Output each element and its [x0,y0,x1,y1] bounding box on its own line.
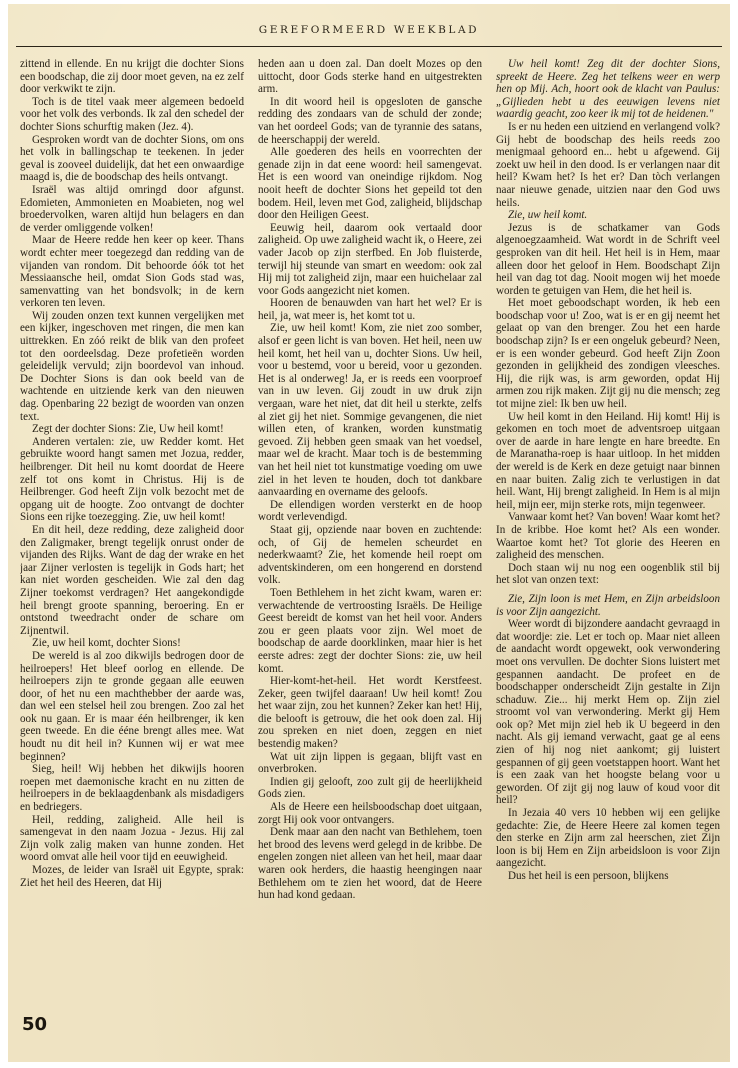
paragraph: Indien gij gelooft, zoo zult gij de heerlijkheid Gods zien. [258,775,482,801]
paragraph: Israël was altijd omringd door afgunst. Edomieten, Ammonieten en Moabieten, nog wel broedervolken, waren altijd hun belagers en dan de verder omliggende volken! [20,183,244,234]
paragraph: Toen Bethlehem in het zicht kwam, waren er: verwachtende de vertroosting Israëls. De Heilige Geest bereidt de komst van het heil voor. Anders zou er geen plaats voor zijn. Wel moet de boodschap de aarde doorklinken, maar hier is het eerste adres: zegt der dochter Sions: zie, uw heil komt. [258,586,482,675]
paragraph: Is er nu heden een uitziend en verlangend volk? Gij hebt de boodschap des heils reeds zoo menigmaal gehoord en... hebt u afgewend. Gij zoekt uw heil in den dood. Is er verlangen naar dit heil? Kwam het? Is het er? Dan tòch verlangen naar nieuwe genade, uitzien naar den God uws heils. [496,120,720,209]
paragraph: Vanwaar komt het? Van boven! Waar komt het? In de kribbe. Hoe komt het? Als een wonder. Waartoe komt het? Tot glorie des Heeren en zaligheid des menschen. [496,511,720,562]
paragraph: De wereld is al zoo dikwijls bedrogen door de heilroepers! Het bleef oorlog en ellende. De heilroepers zijn te gronde gegaan alle eeuwen door, of het nu een machthebber der aarde was, dan wel een stelsel heil zou brengen. Zoo zal het ook nu gaan. Er is maar één heilbrenger, ik ken geen tweede. En die ééne brengt alles mee. Wat houdt nu dit heil in? Kunnen wij er wat mee beginnen? [20,649,244,763]
paragraph: Dus het heil is een persoon, blijkens [508,870,669,882]
paragraph: Staat gij, opziende naar boven en zuchtende: och, of Gij de hemelen scheurdet en nederkwaamt? Zie, het komende heil roept om adventskinderen, om een hongerend en dorstend volk. [258,523,482,587]
paragraph: Eeuwig heil, daarom ook vertaald door zaligheid. Op uwe zaligheid wacht ik, o Heere, zei vader Jacob op zijn sterfbed. En Job fluisterde, terwijl hij steunde van smart en weedom: ook zal Hij mij tot zaligheid zijn, maar een huichelaar zal voor Gods aangezicht niet komen. [258,221,482,297]
header-rule [16,46,722,47]
text-quote: Zie, Zijn loon is met Hem, en Zijn arbeidsloon is voor Zijn aangezicht. [496,592,720,618]
paragraph: Als de Heere een heilsboodschap doet uitgaan, zorgt Hij ook voor ontvangers. [258,801,482,826]
paragraph: Denk maar aan den nacht van Bethlehem, toen het brood des levens werd gelegd in de kribbe. De engelen zongen niet alleen van het heil, maar daar waren ook herders, die haastig heengingen naar Bethlehem om te zien het woord, dat de Heere hun had kond gedaan. [258,826,482,902]
text-column-2 [258,58,482,1028]
paragraph: Wat uit zijn lippen is gegaan, blijft vast en onverbroken. [258,750,482,776]
paragraph: Zie, uw heil komt, dochter Sions! [32,637,181,650]
paragraph: Uw heil komt in den Heiland. Hij komt! Hij is gekomen en toch moet de adventsroep uitgaan over de aarde in hare lengte en hare breedte. En de Maranatha-roep is haar uitloop. In het midden der wereld is de Kerk en deze getuigt naar binnen en naar buiten. Zalig zich te verlustigen in dat heil. Want, Hij brengt zaligheid. In Hem is al mijn heil, mijn eer, mijn sterke rots, mijn tegenweer. [496,410,720,511]
paragraph: Toch is de titel vaak meer algemeen bedoeld voor het volk des verbonds. Ik zal den schedel der dochter Sions schurftig maken (Jez. 4). [20,95,244,133]
paragraph: Hier-komt-het-heil. Het wordt Kerstfeest. Zeker, geen twijfel daaraan! Uw heil komt! Zou het waar zijn, zou het kunnen? Zeker kan het! Hij, die belooft is getrouw, die het ook doen zal. Hij zou spreken en niet doen, zeggen en niet bestendig maken? [258,675,482,751]
page-number: 50 [22,1014,48,1035]
paragraph: Sieg, heil! Wij hebben het dikwijls hooren roepen met daemonische kracht en nu zitten de heilroepers in de beklaagdenbank als misdadigers en bedriegers. [20,763,244,814]
paragraph: In Jezaia 40 vers 10 hebben wij een gelijke gedachte: Zie, de Heere Heere zal komen tegen den sterke en Zijn arm zal heerschen, ziet Zijn loon is bij Hem en Zijn arbeidsloon is voor Zijn aangezicht. [496,807,720,870]
paragraph: Het moet geboodschapt worden, ik heb een boodschap voor u! Zoo, wat is er en gij neemt het gelaat op van den brenger. Zou het een harde boodschap zijn? Is er een ongeluk gebeurd? Neen, er is een wonder gebeurd. God heeft Zijn Zoon gezonden in gelijkheid des zondigen vleesches. Hij, die rijk was, is arm geworden, opdat Hij armen zou rijk maken. Zijt gij nu die mensch; zeg tot mijne ziel: Ik ben uw heil. [496,297,720,411]
paragraph: Jezus is de schatkamer van Gods algenoegzaamheid. Wat wordt in de Schrift veel gesproken van dit heil. Het heil is in Hem, maar alleen door het geloof in Hem. Boodschapt Zijn heil van dag tot dag. Nooit mogen wij het moede worden te getuigen van Hem, die het heil is. [496,221,720,297]
paragraph: Gesproken wordt van de dochter Sions, om ons het volk in ballingschap te teekenen. In jeder geval is zooveel duidelijk, dat het een onwaardige maagd is, die de boodschap des heils ontvangt. [20,133,244,184]
paragraph: zittend in ellende. En nu krijgt die dochter Sions een boodschap, die zij door moet geven, na ez zelf door verkwikt te zijn. [20,58,244,96]
text-column-3 [496,58,720,1028]
paragraph: Zie, uw heil komt! Kom, zie niet zoo somber, alsof er geen licht is van boven. Het heil, neen uw heil komt, het heil van u, dochter Sions. Uw heil, voor u bestemd, voor u bereid, voor u gezonden. Het is al onderweg! Ja, er is reeds een voorproef van in uw leven. Gij zoudt in uw druk zijn vergaan, ware het niet, dat dit heil u sterkte, zelfs al ziet gij het niet. Sommige gevangenen, die niet willen eten, of kranken, worden kunstmatig gevoed. Zij hebben geen smaak van het voedsel, maar wel de kracht. Maar toch is de bestemming van het heil niet tot kunstmatige voeding om uwe ziel in het leven te houden, doch tot dankbare aanvaarding en overname des geloofs. [258,322,482,499]
running-header: GEREFORMEERD WEEKBLAD [258,24,480,36]
paragraph: Wij zouden onzen text kunnen vergelijken met een kijker, ingeschoven met ringen, die men kan uittrekken. En zóó reikt de blik van den profeet tot den oordeelsdag. Deze profetieën worden geleidelijk vervuld; zijn boordevol van inhoud. De Dochter Sions is dan ook beeld van de wachtende en uitziende kerk van den nieuwen dag. Openbaring 22 bezigt de woorden van onzen text. [20,309,244,423]
paragraph: De ellendigen worden versterkt en de hoop wordt verlevendigd. [258,498,482,524]
paragraph: Anderen vertalen: zie, uw Redder komt. Het gebruikte woord hangt samen met Jozua, redder, heilbrenger. Dit heil nu komt doordat de Heere zelf tot ons komt in Christus. Hij is de Heilbrenger. God heeft Zijn volk bezocht met de opgang uit de hoogte. Zoo ontvangt de dochter Sions een rijke toezegging. Zie, uw heil komt! [20,435,244,524]
paragraph: heden aan u doen zal. Dan doelt Mozes op den uittocht, door Gods sterke hand en uitgestrekten arm. [258,58,482,96]
paragraph: Hooren de benauwden van hart het wel? Er is heil, ja, wat meer is, het komt tot u. [258,297,482,322]
paragraph: Uw heil komt! Zeg dit der dochter Sions, spreekt de Heere. Zeg het telkens weer en werp hen op Mij. Ach, hoort ook de klacht van Paulus: „Gijlieden hebt u des eeuwigen levens niet waardig geacht, zoo keer ik mij tot de heidenen." [496,58,720,121]
paragraph: Doch staan wij nu nog een oogenblik stil bij het slot van onzen text: [496,561,720,587]
paragraph: Alle goederen des heils en voorrechten der genade zijn in dat eene woord: heil samengevat. Het is een woord van oneindige rijkdom. Nog nooit heeft de dochter Sions het gepeild tot den bodem. Heil, leven met God, zaligheid, blijdschap door den Heiligen Geest. [258,146,482,222]
text-column-1 [20,58,244,1028]
paragraph: In dit woord heil is opgesloten de gansche redding des zondaars van de schuld der zonde; van het oordeel Gods; van de tyrannie des satans, de heerschappij der wereld. [258,95,482,146]
paragraph: Mozes, de leider van Israël uit Egypte, sprak: Ziet het heil des Heeren, dat Hij [20,864,244,889]
paragraph: Maar de Heere redde hen keer op keer. Thans wordt echter meer toegezegd dan redding van de vijanden van rondom. Dit behoorde óók tot het Messiaansche heil, omdat Sion Gods stad was, samenvatting van het bondsvolk; in de kern verkoren ten leven. [20,234,244,310]
paragraph: Weer wordt di bijzondere aandacht gevraagd in dat woordje: zie. Let er toch op. Maar niet alleen de aandacht wordt opgewekt, ook verwondering moet ons vervullen. De dochter Sions luistert met gespannen aandacht. De profeet en de boodschapper onderscheidt Zijn gestalte in Zijn schaduw. Zie... hij merkt Hem op. Zijn ziel stroomt vol van verwondering. Merkt gij Hem ook op? Met mijn ziel heb ik U begeerd in den nacht. Als gij iemand verwacht, gaat ge al eens zien of hij nog niet aankomt; gij luistert gespannen of gij geen voetstappen hoort. Want het is een zaak van het hoogste belang voor u geworden. Of zijt gij nog lauw of koud voor dit heil? [496,618,720,807]
paragraph: Zie, uw heil komt. [508,209,588,222]
paragraph: En dit heil, deze redding, deze zaligheid door den Zaligmaker, brengt tegelijk onrust onder de vijanden des Rijks. Want de dag der wrake en het jaar Zijner verlosten is tegelijk in Gods hart; het kan niet worden gescheiden. Wie zal den dag Zijner toekomst verdragen? Het aangekondigde heil brengt groote spanning, beroering. En er ontstond tweedracht onder de schare om Zijnentwil. [20,523,244,637]
magazine-page [8,4,730,1062]
paragraph: Heil, redding, zaligheid. Alle heil is samengevat in den naam Jozua - Jezus. Hij zal Zijn volk zalig maken van hunne zonden. Het woord omvat alle heil voor tijd en eeuwigheid. [20,813,244,864]
paragraph: Zegt der dochter Sions: Zie, Uw heil komt! [32,423,224,436]
